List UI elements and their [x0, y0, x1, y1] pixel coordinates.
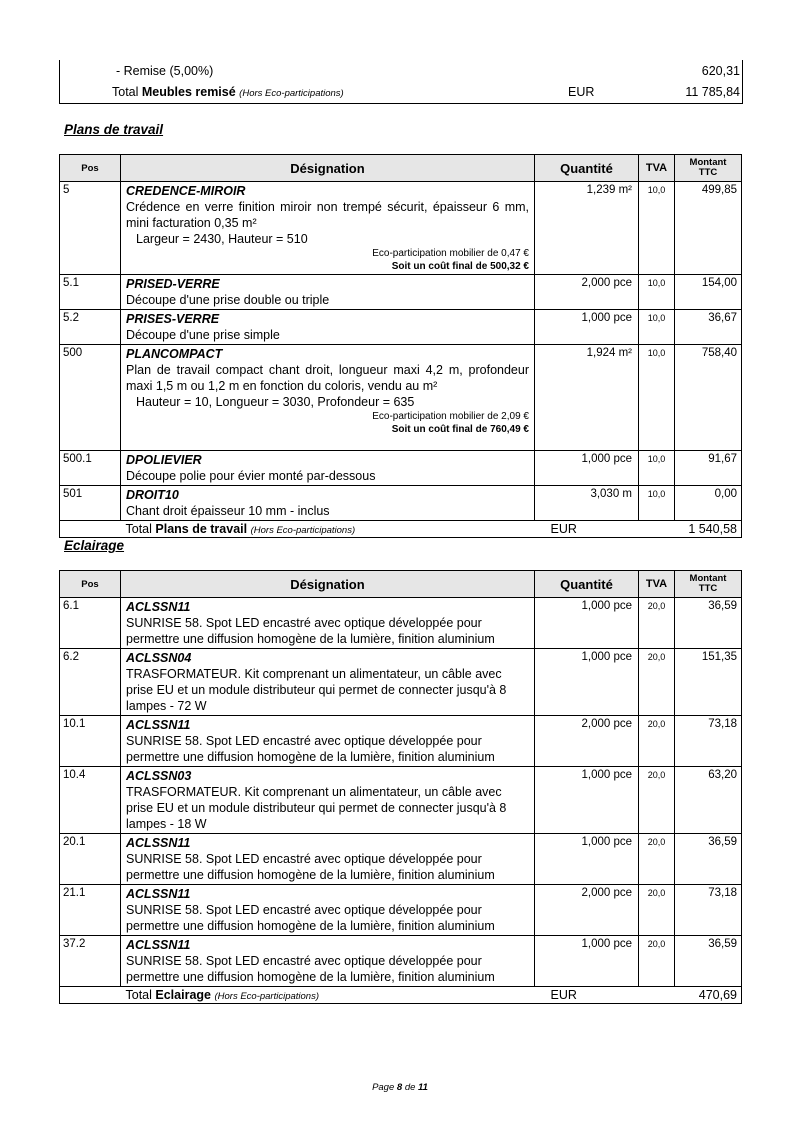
row-amount: 154,00: [675, 275, 742, 310]
header-montant: [675, 571, 742, 598]
discount-value: 620,31: [701, 64, 740, 78]
article-code: ACLSSN04: [126, 651, 192, 665]
total-prefix: Total: [125, 988, 156, 1002]
header-tva: TVA: [639, 155, 675, 182]
header-designation: Désignation: [121, 571, 535, 598]
section-title-plans: Plans de travail: [64, 122, 164, 137]
row-tva: 20,0: [639, 716, 675, 767]
article-code: PLANCOMPACT: [126, 347, 223, 361]
article-description: Crédence en verre finition miroir non trempé sécurit, épaisseur 6 mm, mini facturation 0,35 m²: [126, 200, 529, 230]
row-quantity: 1,000 pce: [535, 834, 639, 885]
row-quantity: 1,000 pce: [535, 310, 639, 345]
row-tva: 10,0: [639, 486, 675, 521]
table-row: [60, 451, 742, 486]
table-row: [60, 486, 742, 521]
table-row: [60, 767, 742, 834]
row-tva: 10,0: [639, 182, 675, 275]
row-quantity: 1,000 pce: [535, 451, 639, 486]
table-row: [60, 649, 742, 716]
row-quantity: 1,000 pce: [535, 598, 639, 649]
row-tva: 20,0: [639, 936, 675, 987]
article-description: SUNRISE 58. Spot LED encastré avec optique développée pour permettre une diffusion homogène de la lumière, finition aluminium: [126, 954, 495, 984]
article-description: Découpe d'une prise double ou triple: [126, 293, 330, 307]
of-word: de: [404, 1082, 416, 1093]
row-designation: [121, 310, 535, 345]
row-quantity: 1,000 pce: [535, 936, 639, 987]
total-prefix: Total: [125, 522, 156, 536]
article-description: SUNRISE 58. Spot LED encastré avec optique développée pour permettre une diffusion homogène de la lumière, finition aluminium: [126, 616, 495, 646]
total-note: (Hors Eco-participations): [250, 525, 356, 536]
header-tva: TVA: [639, 571, 675, 598]
row-pos: 37.2: [60, 936, 121, 987]
row-designation: [121, 345, 535, 451]
page-word: Page: [372, 1082, 395, 1093]
article-code: ACLSSN11: [126, 836, 191, 850]
eclairage-table: [59, 570, 742, 1004]
row-tva: 20,0: [639, 885, 675, 936]
article-description: Découpe polie pour évier monté par-dessous: [126, 469, 376, 483]
row-pos: 501: [60, 486, 121, 521]
row-tva: 10,0: [639, 275, 675, 310]
final-cost: Soit un coût final de 500,32 €: [391, 261, 529, 272]
total-value: 470,69: [675, 987, 742, 1004]
table-row: [60, 936, 742, 987]
header-quantite: Quantité: [535, 155, 639, 182]
article-description: SUNRISE 58. Spot LED encastré avec optique développée pour permettre une diffusion homogène de la lumière, finition aluminium: [126, 852, 495, 882]
previous-section-summary: [59, 60, 743, 104]
row-pos: 5.1: [60, 275, 121, 310]
row-quantity: 1,239 m²: [535, 182, 639, 275]
table-row: [60, 182, 742, 275]
header-pos: Pos: [60, 155, 121, 182]
table-row: [60, 716, 742, 767]
meubles-total-value: 11 785,84: [685, 85, 740, 99]
article-code: PRISED-VERRE: [126, 277, 220, 291]
article-code: ACLSSN11: [126, 718, 191, 732]
row-designation: [121, 767, 535, 834]
row-pos: 5.2: [60, 310, 121, 345]
total-label: [121, 987, 535, 1004]
row-tva: 20,0: [639, 834, 675, 885]
article-dimensions: Largeur = 2430, Hauteur = 510: [136, 232, 308, 246]
article-code: CREDENCE-MIROIR: [126, 184, 246, 198]
total-currency: EUR: [535, 987, 639, 1004]
row-quantity: 1,000 pce: [535, 767, 639, 834]
row-tva: 20,0: [639, 767, 675, 834]
article-description: SUNRISE 58. Spot LED encastré avec optique développée pour permettre une diffusion homogène de la lumière, finition aluminium: [126, 734, 495, 764]
article-description: Découpe d'une prise simple: [126, 328, 280, 342]
total-name: Plans de travail: [155, 522, 248, 536]
row-amount: 36,59: [675, 936, 742, 987]
article-description: TRASFORMATEUR. Kit comprenant un alimentateur, un câble avec prise EU et un module distributeur qui permet de connecter jusqu'à 8 lampes - 18 W: [126, 785, 507, 831]
final-cost: Soit un coût final de 760,49 €: [391, 424, 529, 435]
table-row: [60, 885, 742, 936]
row-designation: [121, 486, 535, 521]
row-pos: 6.1: [60, 598, 121, 649]
section-total-row: [60, 521, 742, 538]
section-title-eclairage: Eclairage: [64, 538, 125, 553]
article-description: Chant droit épaisseur 10 mm - inclus: [126, 504, 330, 518]
table-row: [60, 598, 742, 649]
row-pos: 500: [60, 345, 121, 451]
row-amount: 36,67: [675, 310, 742, 345]
table-row: [60, 310, 742, 345]
row-tva: 10,0: [639, 451, 675, 486]
total-prefix: Total: [112, 85, 142, 99]
page-number: [0, 1082, 800, 1093]
total-currency: EUR: [535, 521, 639, 538]
header-montant-line1: Montant: [689, 157, 727, 168]
article-dimensions: Hauteur = 10, Longueur = 3030, Profondeur = 635: [136, 395, 415, 409]
row-designation: [121, 885, 535, 936]
article-code: ACLSSN11: [126, 938, 191, 952]
article-code: DPOLIEVIER: [126, 453, 202, 467]
row-amount: 0,00: [675, 486, 742, 521]
article-code: ACLSSN11: [126, 600, 191, 614]
row-quantity: 2,000 pce: [535, 275, 639, 310]
row-amount: 73,18: [675, 716, 742, 767]
row-tva: 20,0: [639, 598, 675, 649]
row-designation: [121, 936, 535, 987]
row-tva: 10,0: [639, 345, 675, 451]
section-total-row: [60, 987, 742, 1004]
row-amount: 36,59: [675, 598, 742, 649]
row-amount: 73,18: [675, 885, 742, 936]
table-row: [60, 834, 742, 885]
header-montant: [675, 155, 742, 182]
row-amount: 36,59: [675, 834, 742, 885]
row-pos: 20.1: [60, 834, 121, 885]
row-quantity: 2,000 pce: [535, 716, 639, 767]
row-designation: [121, 182, 535, 275]
article-code: ACLSSN11: [126, 887, 191, 901]
row-quantity: 3,030 m: [535, 486, 639, 521]
header-montant-line1: Montant: [689, 573, 727, 584]
row-pos: 10.1: [60, 716, 121, 767]
total-value: 1 540,58: [675, 521, 742, 538]
article-description: Plan de travail compact chant droit, longueur maxi 4,2 m, profondeur maxi 1,5 m ou 1,2 m en fonction du coloris, vendu au m²: [126, 363, 529, 393]
header-quantite: Quantité: [535, 571, 639, 598]
total-name: Meubles remisé: [141, 85, 236, 99]
article-description: SUNRISE 58. Spot LED encastré avec optique développée pour permettre une diffusion homogène de la lumière, finition aluminium: [126, 903, 495, 933]
row-quantity: 1,924 m²: [535, 345, 639, 451]
article-code: PRISES-VERRE: [126, 312, 220, 326]
row-pos: 6.2: [60, 649, 121, 716]
row-designation: [121, 598, 535, 649]
row-amount: 151,35: [675, 649, 742, 716]
row-pos: 10.4: [60, 767, 121, 834]
row-amount: 758,40: [675, 345, 742, 451]
row-amount: 91,67: [675, 451, 742, 486]
row-designation: [121, 716, 535, 767]
article-code: ACLSSN03: [126, 769, 192, 783]
total-note: (Hors Eco-participations): [214, 991, 320, 1002]
eco-participation: Eco-participation mobilier de 2,09 €: [372, 411, 529, 422]
row-pos: 5: [60, 182, 121, 275]
total-note: (Hors Eco-participations): [239, 88, 344, 99]
row-designation: [121, 451, 535, 486]
table-row: [60, 345, 742, 451]
row-amount: 63,20: [675, 767, 742, 834]
row-designation: [121, 649, 535, 716]
discount-label: - Remise (5,00%): [116, 64, 214, 78]
row-tva: 20,0: [639, 649, 675, 716]
header-pos: Pos: [60, 571, 121, 598]
article-description: TRASFORMATEUR. Kit comprenant un alimentateur, un câble avec prise EU et un module distributeur qui permet de connecter jusqu'à 8 lampes - 72 W: [126, 667, 507, 713]
article-code: DROIT10: [126, 488, 179, 502]
total-label: [121, 521, 535, 538]
total-name: Eclairage: [155, 988, 211, 1002]
row-pos: 500.1: [60, 451, 121, 486]
row-amount: 499,85: [675, 182, 742, 275]
row-quantity: 2,000 pce: [535, 885, 639, 936]
row-tva: 10,0: [639, 310, 675, 345]
meubles-total-label: [112, 85, 344, 99]
header-montant-line2: TTC: [698, 167, 718, 178]
eco-participation: Eco-participation mobilier de 0,47 €: [372, 248, 529, 259]
row-pos: 21.1: [60, 885, 121, 936]
table-header: [60, 571, 742, 598]
page-current: 8: [396, 1082, 403, 1093]
table-row: [60, 275, 742, 310]
row-quantity: 1,000 pce: [535, 649, 639, 716]
header-montant-line2: TTC: [698, 583, 718, 594]
header-designation: Désignation: [121, 155, 535, 182]
table-header: [60, 155, 742, 182]
meubles-total-currency: EUR: [568, 85, 595, 99]
row-designation: [121, 275, 535, 310]
page-total: 11: [418, 1082, 428, 1093]
row-designation: [121, 834, 535, 885]
plans-table: [59, 154, 742, 538]
